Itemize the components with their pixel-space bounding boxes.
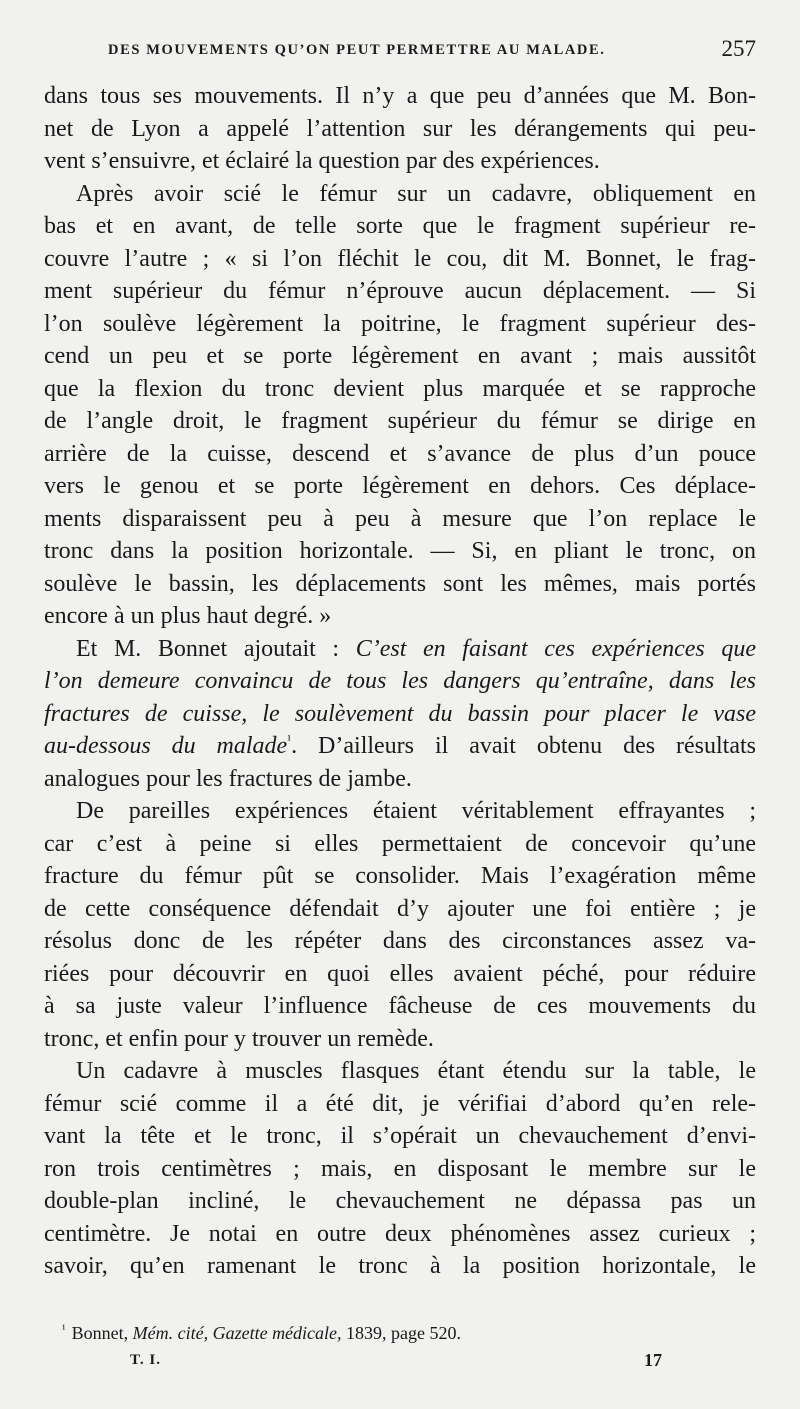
text-line: vent s’ensuivre, et éclairé la question par des expériences. [44, 148, 600, 174]
text-line: ments disparaissent peu à peu à mesure que l’on replace le [44, 505, 756, 532]
text-line: que la flexion du tronc devient plus marquée et se rapproche [44, 375, 756, 402]
text-line-mixed [44, 730, 756, 763]
footnote-citation: 1839, page 520. [346, 1323, 462, 1343]
text-line: vant la tête et le tronc, il s’opérait un chevauchement d’envi- [44, 1123, 756, 1149]
text-run: . D’ailleurs il avait obtenu des résultats [291, 733, 756, 759]
italic-quote: au-dessous du malade [44, 733, 288, 759]
footnote-journal: Gazette médicale, [212, 1323, 342, 1343]
signature-mark: T. I. [130, 1352, 161, 1368]
signature-number: 17 [644, 1350, 662, 1370]
text-line: cend un peu et se porte légèrement en avant ; mais aussitôt [44, 343, 756, 369]
text-line: vers le genou et se porte légèrement en dehors. Ces déplace- [44, 473, 756, 499]
footnote-reference: ¹ [287, 732, 292, 747]
text-line: centimètre. Je notai en outre deux phénomènes assez curieux ; [44, 1220, 756, 1247]
text-line: analogues pour les fractures de jambe. [44, 765, 412, 792]
text-line: arrière de la cuisse, descend et s’avance de plus d’un pouce [44, 440, 756, 467]
text-line: bas et en avant, de telle sorte que le fragment supérieur re- [44, 213, 756, 239]
text-line: dans tous ses mouvements. Il n’y a que peu d’années que M. Bon- [44, 83, 756, 109]
text-line: riées pour découvrir en quoi elles avaient péché, pour réduire [44, 960, 756, 987]
running-title: DES MOUVEMENTS QU’ON PEUT PERMETTRE AU MALADE. [108, 42, 606, 58]
text-line-mixed [44, 633, 756, 666]
text-line [44, 665, 756, 698]
text-line: à sa juste valeur l’influence fâcheuse de ces mouvements du [44, 993, 756, 1019]
running-head [40, 34, 756, 64]
footnote-number: ¹ [62, 1322, 66, 1336]
text-line: net de Lyon a appelé l’attention sur les dérangements qui peu- [44, 115, 756, 142]
body-text [44, 80, 756, 1283]
italic-quote: C’est en faisant ces expériences que [355, 635, 757, 662]
text-line: encore à un plus haut degré. » [44, 603, 332, 629]
text-line: couvre l’autre ; « si l’on fléchit le cou, dit M. Bonnet, le frag- [44, 245, 756, 272]
text-line [44, 698, 756, 731]
text-line: fracture du fémur pût se consolider. Mais l’exagération même [44, 863, 756, 889]
text-line: Après avoir scié le fémur sur un cadavre, obliquement en [76, 180, 756, 207]
text-line: De pareilles expériences étaient véritablement effrayantes ; [76, 798, 756, 824]
text-line: ment supérieur du fémur n’éprouve aucun déplacement. — Si [44, 278, 756, 304]
text-line: fémur scié comme il a été dit, je vérifiai d’abord qu’en rele- [44, 1090, 756, 1117]
text-run: Et M. Bonnet ajoutait : [76, 635, 340, 662]
text-line: savoir, qu’en ramenant le tronc à la position horizontale, le [44, 1253, 756, 1279]
text-line: Un cadavre à muscles flasques étant étendu sur la table, le [76, 1058, 756, 1084]
footnote-author: Bonnet, [71, 1323, 129, 1343]
text-line: résolus donc de les répéter dans des circonstances assez va- [44, 928, 756, 954]
text-line: soulève le bassin, les déplacements sont les mêmes, mais portés [44, 570, 756, 597]
text-line: l’on soulève légèrement la poitrine, le fragment supérieur des- [44, 310, 756, 337]
footnote-work: Mém. cité, [132, 1323, 209, 1343]
text-line: tronc dans la position horizontale. — Si, en pliant le tronc, on [44, 538, 756, 564]
text-line: double-plan incliné, le chevauchement ne dépassa pas un [44, 1188, 756, 1214]
text-line: de cette conséquence défendait d’y ajouter une foi entière ; je [44, 895, 756, 922]
text-line: de l’angle droit, le fragment supérieur du fémur se dirige en [44, 408, 756, 434]
text-line: ron trois centimètres ; mais, en disposant le membre sur le [44, 1155, 756, 1182]
text-line: car c’est à peine si elles permettaient de concevoir qu’une [44, 830, 756, 857]
italic-quote: fractures de cuisse, le soulèvement du bassin pour placer le vase [44, 700, 756, 727]
footnote [62, 1322, 461, 1344]
text-line: tronc, et enfin pour y trouver un remède. [44, 1025, 434, 1052]
page-number: 257 [721, 36, 756, 61]
italic-quote: l’on demeure convaincu de tous les dangers qu’entraîne, dans les [44, 668, 756, 694]
